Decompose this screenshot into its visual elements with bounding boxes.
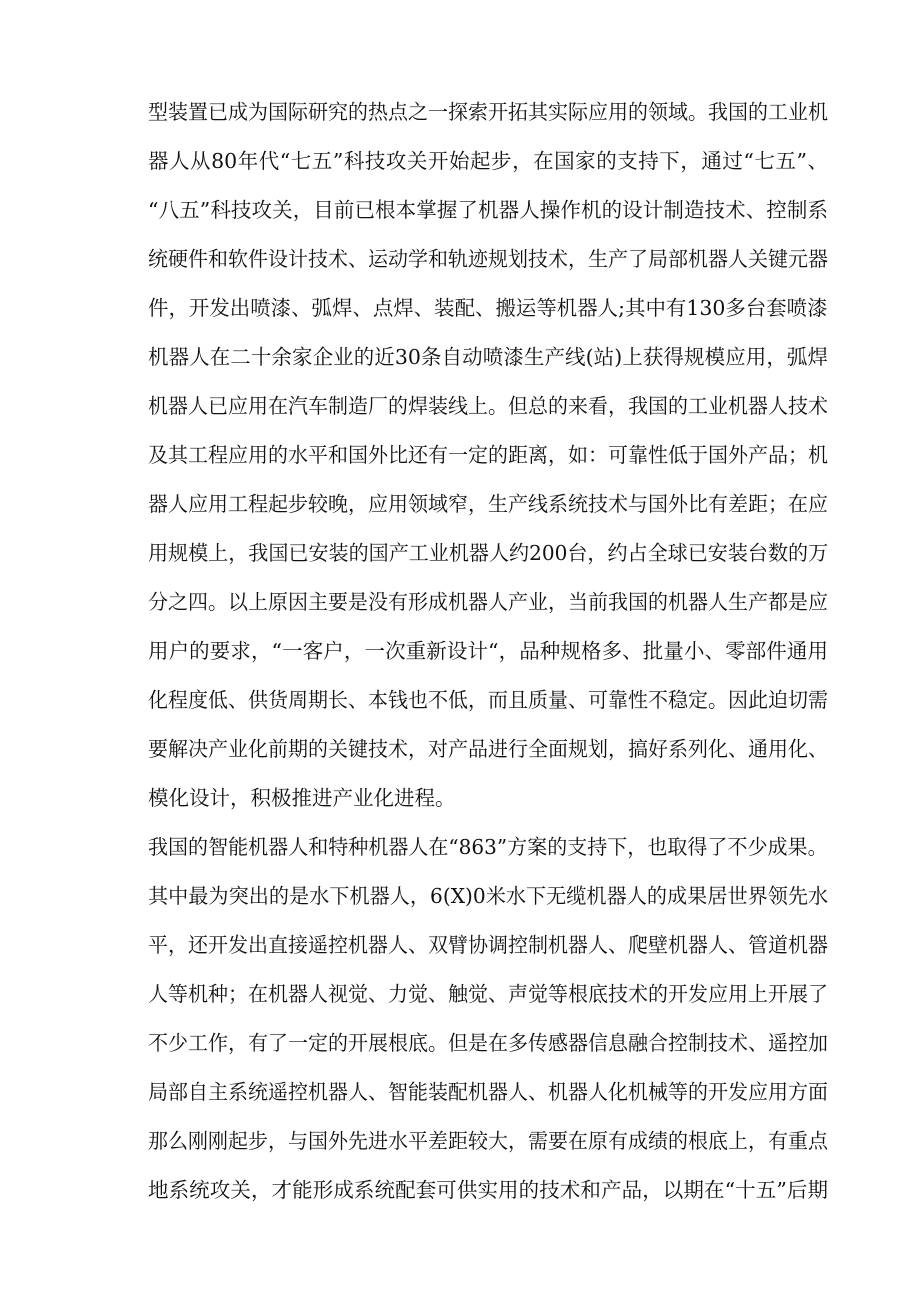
paragraph-1-line-9: 器人应用工程起步较晚，应用领域窄，生产线系统技术与国外比有差距；在应 bbox=[148, 492, 828, 516]
paragraph-1-line-8: 及其工程应用的水平和国外比还有一定的距离，如：可靠性低于国外产品；机 bbox=[148, 443, 828, 467]
paragraph-2-line-1: 我国的智能机器人和特种机器人在“863”方案的支持下，也取得了不少成果。 bbox=[148, 835, 828, 859]
paragraph-2-line-7: 那么刚刚起步，与国外先进水平差距较大，需要在原有成绩的根底上，有重点 bbox=[148, 1129, 828, 1153]
paragraph-2-line-5: 不少工作，有了一定的开展根底。但是在多传感器信息融合控制技术、遥控加 bbox=[148, 1031, 828, 1055]
paragraph-1-line-12: 用户的要求，“一客户，一次重新设计“，品种规格多、批量小、零部件通用 bbox=[148, 639, 828, 663]
paragraph-1-line-11: 分之四。以上原因主要是没有形成机器人产业，当前我国的机器人生产都是应 bbox=[148, 590, 828, 614]
paragraph-2-line-4: 人等机种；在机器人视觉、力觉、触觉、声觉等根底技术的开发应用上开展了 bbox=[148, 982, 828, 1006]
paragraph-1-line-14: 要解决产业化前期的关键技术，对产品进行全面规划，搞好系列化、通用化、 bbox=[148, 737, 828, 761]
paragraph-1-line-10: 用规模上，我国已安装的国产工业机器人约200台，约占全球已安装台数的万 bbox=[148, 541, 829, 565]
paragraph-2-line-6: 局部自主系统遥控机器人、智能装配机器人、机器人化机械等的开发应用方面 bbox=[148, 1080, 828, 1104]
paragraph-2-line-3: 平，还开发出直接遥控机器人、双臂协调控制机器人、爬壁机器人、管道机器 bbox=[148, 933, 828, 957]
paragraph-1-line-1: 型装置已成为国际研究的热点之一探索开拓其实际应用的领域。我国的工业机 bbox=[148, 100, 828, 124]
paragraph-1-line-6: 机器人在二十余家企业的近30条自动喷漆生产线(站)上获得规模应用，弧焊 bbox=[148, 345, 828, 369]
paragraph-2-line-2: 其中最为突出的是水下机器人，6(X)0米水下无缆机器人的成果居世界领先水 bbox=[148, 884, 829, 908]
paragraph-1-line-7: 机器人已应用在汽车制造厂的焊装线上。但总的来看，我国的工业机器人技术 bbox=[148, 394, 828, 418]
paragraph-1-line-13: 化程度低、供货周期长、本钱也不低，而且质量、可靠性不稳定。因此迫切需 bbox=[148, 688, 828, 712]
paragraph-2-line-8: 地系统攻关，才能形成系统配套可供实用的技术和产品，以期在“十五”后期 bbox=[148, 1178, 828, 1202]
paragraph-1-line-4: 统硬件和软件设计技术、运动学和轨迹规划技术，生产了局部机器人关键元器 bbox=[148, 247, 828, 271]
paragraph-1-line-15: 模化设计，积极推进产业化进程。 bbox=[148, 786, 456, 810]
paragraph-1-line-2: 器人从80年代“七五”科技攻关开始起步，在国家的支持下，通过“七五”、 bbox=[148, 149, 828, 173]
paragraph-1-line-5: 件，开发出喷漆、弧焊、点焊、装配、搬运等机器人;其中有130多台套喷漆 bbox=[148, 296, 828, 320]
paragraph-1-line-3: “八五”科技攻关，目前已根本掌握了机器人操作机的设计制造技术、控制系 bbox=[148, 198, 828, 222]
